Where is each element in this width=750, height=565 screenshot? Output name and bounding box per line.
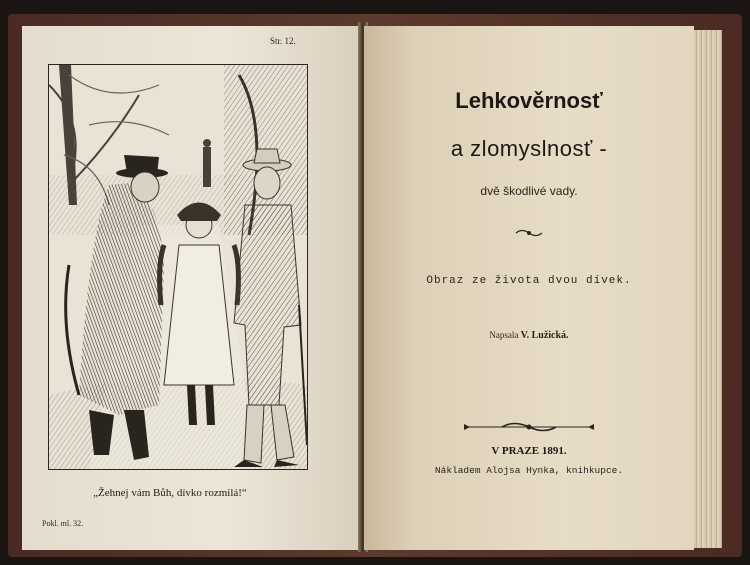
- city-year: V PRAZE 1891.: [491, 445, 567, 457]
- engraving-illustration: [48, 64, 308, 470]
- footer-mark: Pokl. ml. 32.: [42, 519, 84, 528]
- subtitle: dvě škodlivé vady.: [480, 184, 578, 198]
- story-description: Obraz ze života dvou dívek.: [426, 275, 632, 287]
- publisher: Nákladem Alojsa Hynka, knihkupce.: [434, 465, 624, 476]
- title-line-1: Lehkověrnosť: [455, 88, 603, 113]
- ornament-divider: [462, 420, 596, 434]
- ornament-small: [514, 228, 544, 238]
- illustration-caption: „Žehnej vám Bůh, dívko rozmilá!“: [93, 487, 247, 499]
- author-line: [364, 330, 694, 341]
- title-line-2: a zlomyslnosť -: [450, 136, 608, 161]
- illustration-scene: [49, 65, 307, 469]
- page-edges: [694, 30, 722, 548]
- page-number: Str. 12.: [270, 36, 296, 46]
- author-prefix: Napsala: [489, 330, 519, 340]
- author-name: V. Lužická.: [520, 330, 569, 341]
